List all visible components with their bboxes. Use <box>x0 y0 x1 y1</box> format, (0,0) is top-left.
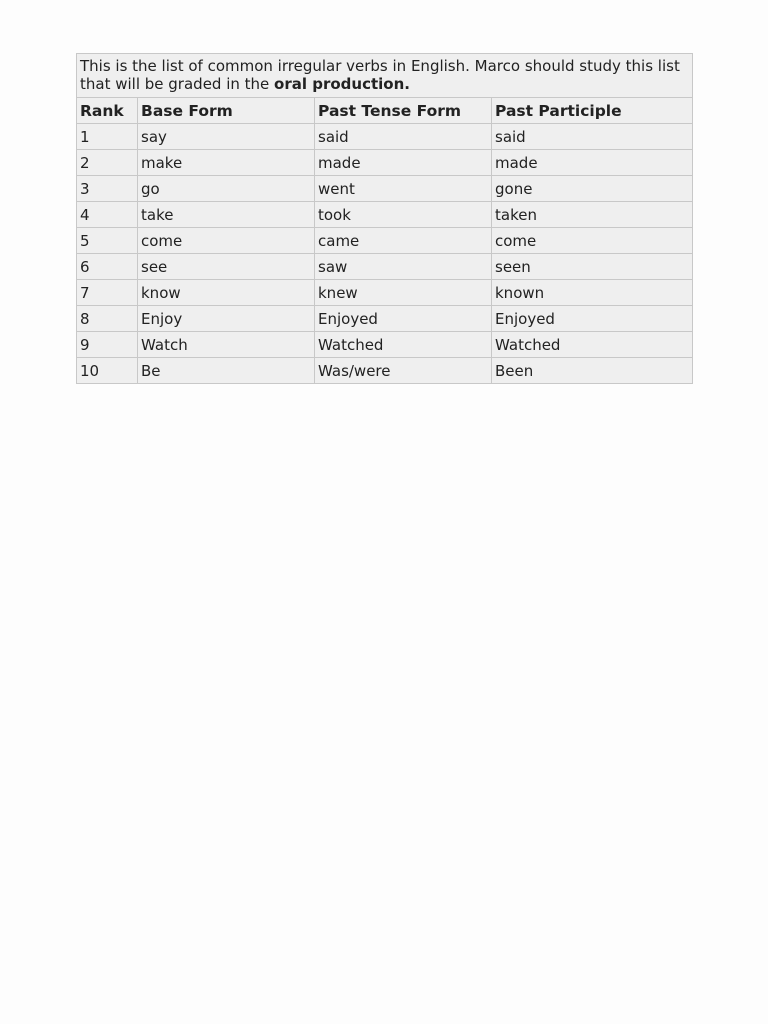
table-row <box>77 280 693 306</box>
base-form-cell: go <box>138 176 315 202</box>
header-base-form: Base Form <box>138 98 315 124</box>
past-tense-cell: Watched <box>315 332 492 358</box>
rank-cell: 4 <box>77 202 138 228</box>
past-participle-cell: Been <box>492 358 693 384</box>
intro-text <box>77 54 693 98</box>
base-form-cell: know <box>138 280 315 306</box>
header-rank: Rank <box>77 98 138 124</box>
table-row <box>77 176 693 202</box>
past-tense-cell: went <box>315 176 492 202</box>
header-past-tense-form: Past Tense Form <box>315 98 492 124</box>
past-tense-cell: took <box>315 202 492 228</box>
base-form-cell: Watch <box>138 332 315 358</box>
past-participle-cell: made <box>492 150 693 176</box>
rank-cell: 10 <box>77 358 138 384</box>
table-row <box>77 306 693 332</box>
base-form-cell: take <box>138 202 315 228</box>
rank-cell: 7 <box>77 280 138 306</box>
past-tense-cell: saw <box>315 254 492 280</box>
base-form-cell: Be <box>138 358 315 384</box>
table-row <box>77 358 693 384</box>
base-form-cell: see <box>138 254 315 280</box>
base-form-cell: Enjoy <box>138 306 315 332</box>
past-participle-cell: Enjoyed <box>492 306 693 332</box>
past-participle-cell: come <box>492 228 693 254</box>
header-past-participle: Past Participle <box>492 98 693 124</box>
past-participle-cell: known <box>492 280 693 306</box>
past-participle-cell: Watched <box>492 332 693 358</box>
rank-cell: 8 <box>77 306 138 332</box>
rank-cell: 1 <box>77 124 138 150</box>
past-tense-cell: made <box>315 150 492 176</box>
intro-row <box>77 54 693 98</box>
past-tense-cell: Was/were <box>315 358 492 384</box>
past-participle-cell: taken <box>492 202 693 228</box>
table-row <box>77 332 693 358</box>
past-tense-cell: knew <box>315 280 492 306</box>
rank-cell: 5 <box>77 228 138 254</box>
base-form-cell: make <box>138 150 315 176</box>
rank-cell: 2 <box>77 150 138 176</box>
base-form-cell: come <box>138 228 315 254</box>
rank-cell: 3 <box>77 176 138 202</box>
table-row <box>77 124 693 150</box>
table-row <box>77 228 693 254</box>
irregular-verbs-table <box>76 53 693 384</box>
past-participle-cell: said <box>492 124 693 150</box>
header-row <box>77 98 693 124</box>
past-tense-cell: came <box>315 228 492 254</box>
table-row <box>77 150 693 176</box>
past-participle-cell: gone <box>492 176 693 202</box>
past-participle-cell: seen <box>492 254 693 280</box>
rank-cell: 6 <box>77 254 138 280</box>
intro-text-bold: oral production. <box>274 75 410 93</box>
past-tense-cell: Enjoyed <box>315 306 492 332</box>
table-row <box>77 254 693 280</box>
intro-text-prefix: This is the list of common irregular verbs in English. Marco should study this list that will be graded in the <box>80 57 680 93</box>
base-form-cell: say <box>138 124 315 150</box>
past-tense-cell: said <box>315 124 492 150</box>
table-row <box>77 202 693 228</box>
rank-cell: 9 <box>77 332 138 358</box>
